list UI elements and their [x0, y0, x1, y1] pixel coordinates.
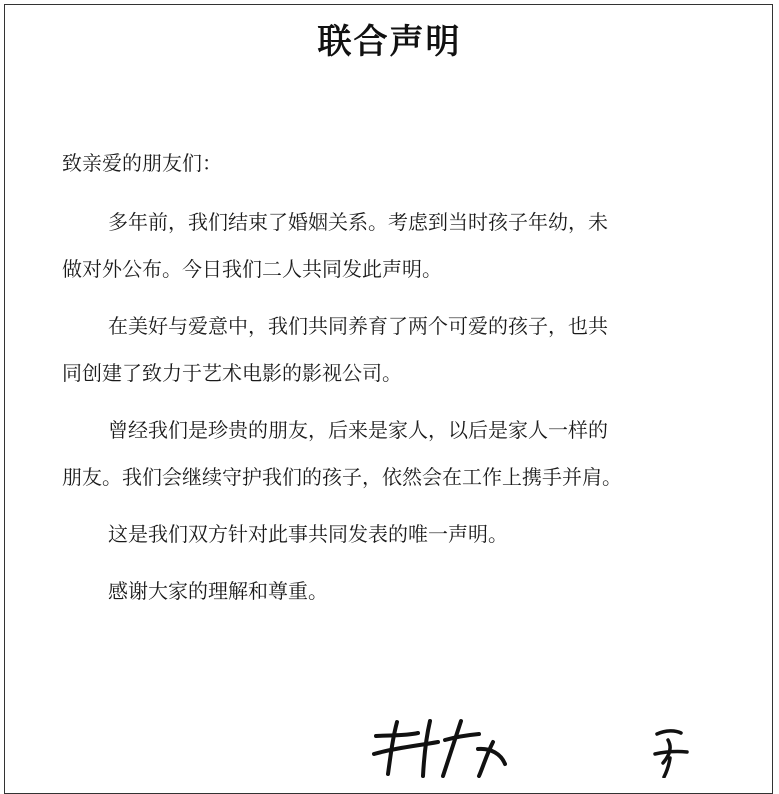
- statement-page: [4, 4, 773, 794]
- document-title: 联合声明: [317, 22, 462, 62]
- paragraph-1-line-2: 做对外公布。今日我们二人共同发此声明。: [62, 257, 442, 281]
- salutation: 致亲爱的朋友们：: [62, 151, 222, 175]
- paragraph-5-line-1: 感谢大家的理解和尊重。: [108, 579, 328, 603]
- paragraph-3-line-2: 朋友。我们会继续守护我们的孩子，依然会在工作上携手并肩。: [62, 465, 622, 489]
- paragraph-1-line-1: 多年前，我们结束了婚姻关系。考虑到当时孩子年幼，未: [108, 210, 608, 234]
- paragraph-4-line-1: 这是我们双方针对此事共同发表的唯一声明。: [108, 522, 508, 546]
- paragraph-3-line-1: 曾经我们是珍贵的朋友，后来是家人，以后是家人一样的: [108, 418, 608, 442]
- paragraph-2-line-2: 同创建了致力于艺术电影的影视公司。: [62, 361, 402, 385]
- paragraph-2-line-1: 在美好与爱意中，我们共同养育了两个可爱的孩子，也共: [108, 314, 608, 338]
